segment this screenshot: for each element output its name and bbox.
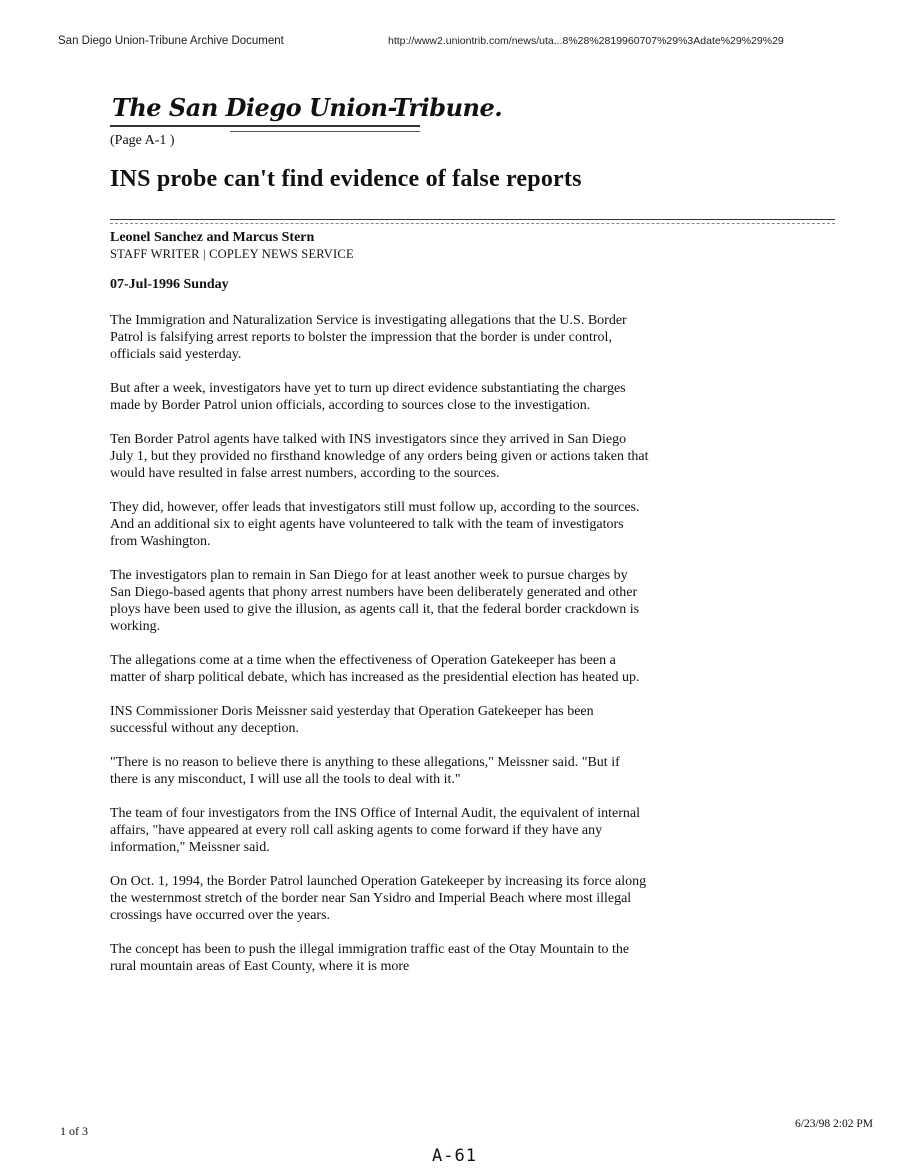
headline-rule-dashed [110,223,835,224]
article-paragraph: The concept has been to push the illegal immigration traffic east of the Otay Mountain to the rural mountain areas of East County, where it is more [110,942,630,974]
byline-credit: STAFF WRITER | COPLEY NEWS SERVICE [110,247,354,261]
page-stamp: A-61 [432,1146,477,1166]
dateline: 07-Jul-1996 Sunday [110,277,229,292]
article-paragraph: The Immigration and Naturalization Service is investigating allegations that the U.S. Border Patrol is falsifying arrest reports to bolster the impression that the border is under control, officials said yesterday. [110,313,627,362]
print-timestamp: 6/23/98 2:02 PM [795,1118,873,1130]
article-paragraph: They did, however, offer leads that investigators still must follow up, according to the sources. And an additional six to eight agents have volunteered to talk with the team of investigators from Washington. [110,500,640,549]
article-paragraph: "There is no reason to believe there is anything to these allegations," Meissner said. "But if there is any misconduct, I will use all the tools to deal with it." [110,755,620,787]
article-paragraph: The team of four investigators from the INS Office of Internal Audit, the equivalent of internal affairs, "have appeared at every roll call asking agents to come forward if they have any information," Meissner said. [110,806,641,855]
headline: INS probe can't find evidence of false reports [110,166,582,192]
article-body [110,312,650,992]
page-count: 1 of 3 [60,1124,88,1138]
article-paragraph: INS Commissioner Doris Meissner said yesterday that Operation Gatekeeper has been successful without any deception. [110,704,594,736]
byline: Leonel Sanchez and Marcus Stern [110,230,315,245]
article-paragraph: The investigators plan to remain in San Diego for at least another week to pursue charges by San Diego-based agents that phony arrest numbers have been deliberately generated and other ploys have been used to give the illusion, as agents call it, that the federal border crackdown is working. [110,568,640,634]
masthead-rule-secondary [230,131,420,132]
article-paragraph: On Oct. 1, 1994, the Border Patrol launched Operation Gatekeeper by increasing its force along the westernmost stretch of the border near San Ysidro and Imperial Beach where most illegal crossings have occurred over the years. [110,874,647,923]
page-reference: (Page A-1 ) [110,133,175,148]
archive-source: San Diego Union-Tribune Archive Document [58,35,284,47]
article-paragraph: But after a week, investigators have yet to turn up direct evidence substantiating the charges made by Border Patrol union officials, according to sources close to the investigation. [110,381,626,413]
headline-rule [110,219,835,220]
masthead-logo: The San Diego Union-Tribune. [112,93,503,122]
masthead-rule [110,125,420,127]
article-paragraph: Ten Border Patrol agents have talked with INS investigators since they arrived in San Diego July 1, but they provided no firsthand knowledge of any orders being given or actions taken that would have resulted in false arrest numbers, according to the sources. [110,432,649,481]
article-paragraph: The allegations come at a time when the effectiveness of Operation Gatekeeper has been a matter of sharp political debate, which has increased as the presidential election has heated up. [110,653,640,685]
archive-url: http://www2.uniontrib.com/news/uta...8%28%2819960707%29%3Adate%29%29%29 [388,35,784,47]
